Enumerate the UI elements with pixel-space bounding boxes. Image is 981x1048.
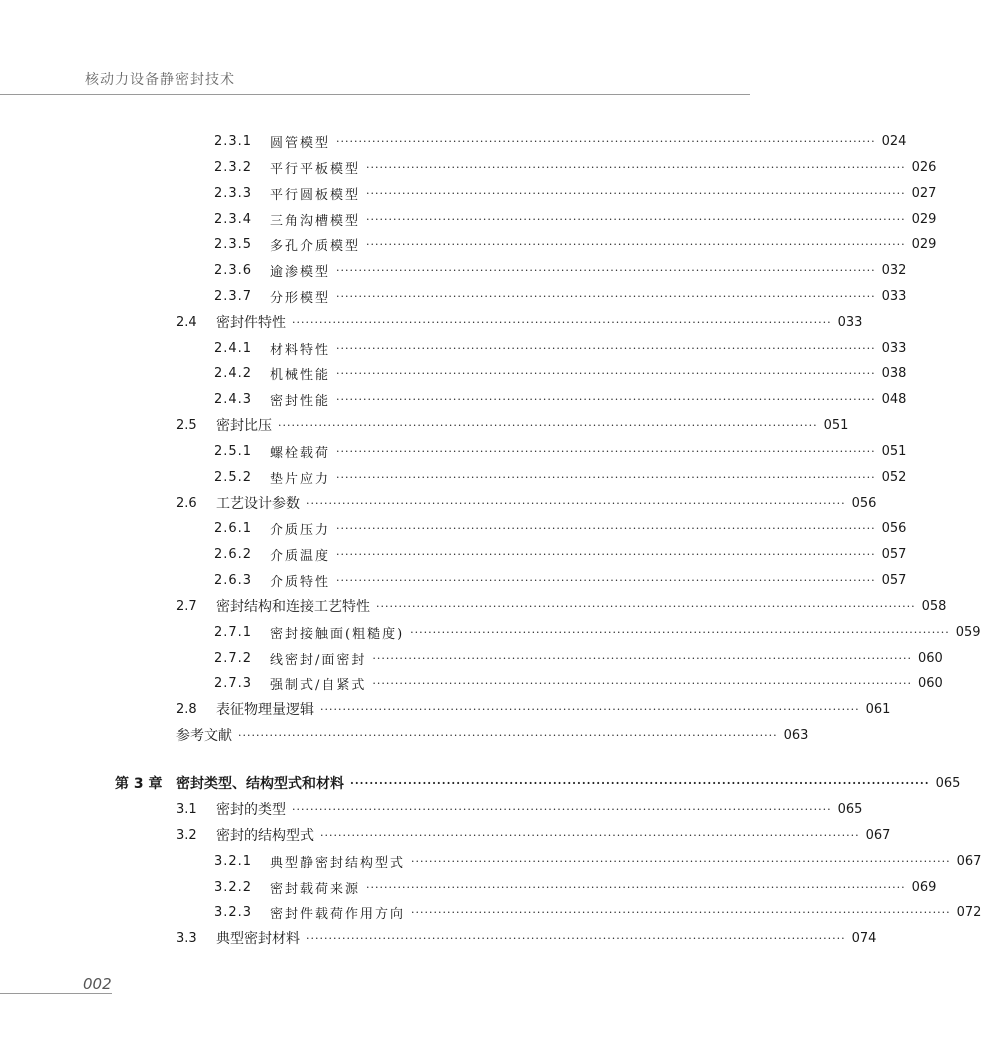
toc-entry[interactable]	[176, 492, 877, 514]
toc-entry[interactable]	[214, 156, 937, 178]
toc-dot-leader: ························································································································	[366, 237, 906, 251]
toc-entry-number: 2.4.2	[214, 365, 253, 381]
toc-dot-leader: ························································································································	[336, 444, 876, 458]
toc-entry-number: 2.8	[176, 701, 197, 717]
toc-entry-number: 2.4.3	[214, 391, 253, 407]
toc-entry-page: 033	[837, 314, 863, 330]
toc-entry-number: 2.3.3	[214, 185, 253, 201]
toc-entry-title: 表征物理量逻辑	[216, 702, 314, 718]
toc-entry-number: 3.1	[176, 801, 197, 817]
toc-entry-number: 2.5.1	[214, 443, 253, 459]
toc-entry-page: 060	[917, 675, 943, 691]
toc-entry-title: 密封比压	[216, 418, 272, 434]
toc-entry[interactable]	[176, 698, 891, 720]
toc-entry[interactable]	[214, 362, 907, 384]
toc-entry-number: 3.2	[176, 827, 197, 843]
toc-entry[interactable]	[176, 824, 891, 846]
toc-dot-leader: ························································································································	[372, 651, 912, 665]
toc-entry[interactable]	[176, 414, 849, 436]
toc-entry[interactable]	[176, 595, 947, 617]
toc-entry-title: 三角沟槽模型	[270, 213, 361, 229]
toc-entry-title: 典型静密封结构型式	[270, 855, 406, 871]
toc-dot-leader: ························································································································	[411, 854, 951, 868]
toc-dot-leader: ························································································································	[376, 599, 916, 613]
toc-entry[interactable]	[176, 927, 877, 949]
toc-entry-title: 参考文献	[176, 728, 232, 744]
toc-entry[interactable]	[214, 130, 907, 152]
toc-entry-title: 介质特性	[270, 574, 331, 590]
toc-entry-number: 2.7	[176, 598, 197, 614]
toc-dot-leader: ························································································································	[292, 315, 832, 329]
toc-entry-number: 2.3.6	[214, 262, 253, 278]
toc-dot-leader: ························································································································	[336, 289, 876, 303]
toc-entry-page: 026	[911, 159, 937, 175]
toc-entry[interactable]	[214, 850, 981, 872]
toc-entry-page: 056	[851, 495, 877, 511]
toc-entry-number: 3.3	[176, 930, 197, 946]
toc-entry[interactable]	[214, 569, 907, 591]
toc-entry-title: 密封结构和连接工艺特性	[216, 599, 370, 615]
toc-entry-number: 2.4	[176, 314, 197, 330]
toc-entry[interactable]	[214, 672, 943, 694]
toc-entry-title: 介质温度	[270, 548, 331, 564]
toc-dot-leader: ························································································································	[278, 418, 818, 432]
toc-entry-title: 介质压力	[270, 522, 331, 538]
toc-dot-leader: ························································································································	[410, 625, 950, 639]
toc-entry-title: 典型密封材料	[216, 931, 300, 947]
toc-entry-page: 058	[921, 598, 947, 614]
toc-entry-page: 056	[881, 520, 907, 536]
toc-dot-leader: ························································································································	[336, 134, 876, 148]
toc-entry[interactable]	[214, 621, 981, 643]
toc-entry-title: 螺栓载荷	[270, 445, 331, 461]
toc-entry-number: 2.7.3	[214, 675, 253, 691]
toc-entry[interactable]	[214, 285, 907, 307]
toc-entry[interactable]	[214, 543, 907, 565]
toc-dot-leader: ························································································································	[336, 547, 876, 561]
toc-dot-leader: ························································································································	[336, 341, 876, 355]
toc-entry-title: 密封件载荷作用方向	[270, 906, 406, 922]
toc-entry-page: 069	[911, 879, 937, 895]
toc-entry-page: 072	[956, 904, 981, 920]
toc-dot-leader: ························································································································	[306, 931, 846, 945]
toc-entry-number: 2.5	[176, 417, 197, 433]
toc-entry[interactable]	[214, 466, 907, 488]
page-number: 002	[83, 975, 112, 993]
toc-entry[interactable]	[214, 208, 937, 230]
toc-entry[interactable]	[176, 311, 863, 333]
toc-entry-page: 057	[881, 572, 907, 588]
toc-entry-page: 065	[935, 775, 961, 791]
toc-entry-title: 密封接触面(粗糙度)	[270, 626, 405, 642]
toc-entry[interactable]	[214, 233, 937, 255]
toc-dot-leader: ························································································································	[336, 263, 876, 277]
toc-dot-leader: ························································································································	[366, 186, 906, 200]
toc-entry-page: 024	[881, 133, 907, 149]
toc-dot-leader: ························································································································	[336, 573, 876, 587]
toc-entry-number: 2.6.3	[214, 572, 253, 588]
toc-entry-title: 密封的结构型式	[216, 828, 314, 844]
toc-entry[interactable]	[176, 798, 863, 820]
toc-entry-number: 2.3.5	[214, 236, 253, 252]
toc-entry[interactable]	[214, 182, 937, 204]
toc-dot-leader: ························································································································	[320, 702, 860, 716]
toc-entry-number: 2.7.2	[214, 650, 253, 666]
toc-entry-title: 平行圆板模型	[270, 187, 361, 203]
toc-entry-number: 3.2.1	[214, 853, 253, 869]
toc-entry-page: 057	[881, 546, 907, 562]
toc-dot-leader: ························································································································	[366, 880, 906, 894]
toc-entry-title: 强制式/自紧式	[270, 677, 367, 693]
toc-entry-title: 线密封/面密封	[270, 652, 367, 668]
toc-entry-page: 063	[783, 727, 809, 743]
toc-entry-page: 029	[911, 211, 937, 227]
toc-entry-page: 048	[881, 391, 907, 407]
toc-dot-leader: ························································································································	[336, 470, 876, 484]
toc-entry-title: 工艺设计参数	[216, 496, 300, 512]
toc-entry-number: 2.3.1	[214, 133, 253, 149]
toc-dot-leader: ························································································································	[238, 728, 778, 742]
toc-entry-title: 密封载荷来源	[270, 881, 361, 897]
toc-dot-leader: ························································································································	[292, 802, 832, 816]
toc-dot-leader: ························································································································	[306, 496, 846, 510]
toc-dot-leader: ························································································································	[411, 905, 951, 919]
toc-entry[interactable]	[214, 388, 907, 410]
toc-entry-title: 材料特性	[270, 342, 331, 358]
toc-dot-leader: ························································································································	[336, 392, 876, 406]
toc-entry[interactable]	[176, 724, 809, 746]
toc-entry[interactable]	[214, 337, 907, 359]
toc-entry-page: 052	[881, 469, 907, 485]
toc-entry-title: 密封性能	[270, 393, 331, 409]
running-header-title: 核动力设备静密封技术	[85, 72, 235, 88]
toc-entry-title: 密封的类型	[216, 802, 286, 818]
toc-entry[interactable]	[214, 440, 907, 462]
toc-entry[interactable]	[214, 876, 937, 898]
toc-entry-page: 033	[881, 288, 907, 304]
toc-dot-leader: ························································································································	[350, 776, 930, 790]
toc-entry-page: 059	[955, 624, 981, 640]
toc-entry-number: 3.2.3	[214, 904, 253, 920]
toc-entry-page: 051	[881, 443, 907, 459]
toc-entry-title: 机械性能	[270, 367, 331, 383]
toc-entry-page: 067	[956, 853, 981, 869]
toc-entry-number: 2.7.1	[214, 624, 253, 640]
toc-entry-page: 051	[823, 417, 849, 433]
toc-entry[interactable]	[115, 772, 961, 794]
toc-entry-page: 061	[865, 701, 891, 717]
toc-entry-title: 逾渗模型	[270, 264, 331, 280]
toc-entry-page: 032	[881, 262, 907, 278]
toc-entry-title: 平行平板模型	[270, 161, 361, 177]
toc-entry-number: 2.3.7	[214, 288, 253, 304]
toc-entry-page: 033	[881, 340, 907, 356]
toc-entry[interactable]	[214, 901, 981, 923]
toc-entry-number: 2.6	[176, 495, 197, 511]
toc-entry[interactable]	[214, 647, 943, 669]
toc-entry-page: 067	[865, 827, 891, 843]
toc-entry-title: 圆管模型	[270, 135, 331, 151]
toc-entry-number: 3.2.2	[214, 879, 253, 895]
toc-entry-number: 2.3.2	[214, 159, 253, 175]
toc-entry-number: 2.6.2	[214, 546, 253, 562]
toc-entry-page: 074	[851, 930, 877, 946]
header-rule	[0, 94, 750, 95]
toc-entry-number: 2.6.1	[214, 520, 253, 536]
toc-entry-title: 多孔介质模型	[270, 238, 361, 254]
toc-entry-page: 029	[911, 236, 937, 252]
toc-entry-number: 2.5.2	[214, 469, 253, 485]
toc-entry-title: 分形模型	[270, 290, 331, 306]
toc-entry[interactable]	[214, 259, 907, 281]
toc-entry-title: 密封件特性	[216, 315, 286, 331]
toc-entry[interactable]	[214, 517, 907, 539]
toc-entry-page: 027	[911, 185, 937, 201]
toc-entry-number: 2.4.1	[214, 340, 253, 356]
footer-rule	[0, 993, 112, 994]
toc-dot-leader: ························································································································	[372, 676, 912, 690]
toc-dot-leader: ························································································································	[320, 828, 860, 842]
toc-dot-leader: ························································································································	[336, 366, 876, 380]
toc-entry-page: 060	[917, 650, 943, 666]
toc-entry-number: 第 3 章	[115, 776, 163, 792]
toc-dot-leader: ························································································································	[336, 521, 876, 535]
toc-dot-leader: ························································································································	[366, 160, 906, 174]
toc-entry-page: 065	[837, 801, 863, 817]
toc-entry-title: 垫片应力	[270, 471, 331, 487]
toc-dot-leader: ························································································································	[366, 212, 906, 226]
toc-entry-title: 密封类型、结构型式和材料	[176, 776, 344, 792]
toc-entry-number: 2.3.4	[214, 211, 253, 227]
toc-entry-page: 038	[881, 365, 907, 381]
